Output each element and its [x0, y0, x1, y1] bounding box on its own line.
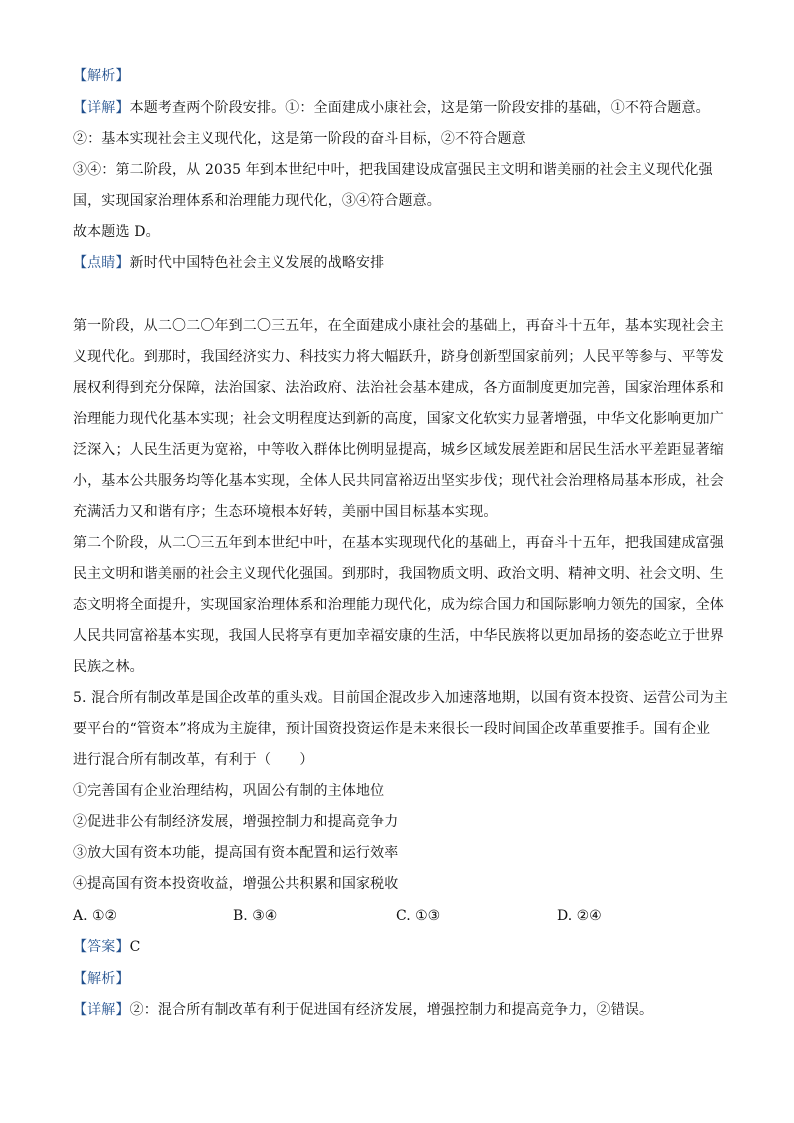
strategy-p2-line: 人民共同富裕基本实现，我国人民将享有更加幸福安康的生活，中华民族将以更加昂扬的姿态屹立于世界 [73, 628, 724, 644]
detail-line-2: ②：基本实现社会主义现代化，这是第一阶段的奋斗目标，②不符合题意 [73, 131, 526, 147]
question-stem-line: 5. 混合所有制改革是国企改革的重头戏。目前国企混改步入加速落地期，以国有资本投资、运营公司为主 [73, 690, 729, 706]
strategy-p1-line: 泛深入；人民生活更为宽裕，中等收入群体比例明显提高，城乡区域发展差距和居民生活水平差距显著缩 [73, 442, 724, 458]
detail-line-3: ③④：第二阶段，从 2035 年到本世纪中叶，把我国建设成富强民主文明和谐美丽的社会主义现代化强 [73, 162, 713, 178]
statement-item: ②促进非公有制经济发展，增强控制力和提高竞争力 [73, 814, 399, 830]
question-stem-line: 进行混合所有制改革，有利于（ ） [73, 752, 314, 768]
question-stem-line: 要平台的“管资本”将成为主旋律，预计国资投资运作是未来很长一段时间国企改革重要推手。国有企业 [73, 721, 711, 737]
point-tag: 【点睛】 [73, 255, 130, 271]
answer-tag: 【答案】 [73, 939, 130, 955]
detail-line-4: 国，实现国家治理体系和治理能力现代化，③④符合题意。 [73, 193, 441, 209]
detail-line-1 [73, 98, 722, 118]
strategy-p2-line: 态文明将全面提升，实现国家治理体系和治理能力现代化，成为综合国力和国际影响力领先的国家，全体 [73, 597, 724, 613]
statement-item: ①完善国有企业治理结构，巩固公有制的主体地位 [73, 783, 385, 799]
option-a: A. ①② [73, 908, 118, 924]
strategy-p1-line: 小，基本公共服务均等化基本实现，全体人民共同富裕迈出坚实步伐；现代社会治理格局基本形成，社会 [73, 473, 724, 489]
detail-text-q5: ②：混合所有制改革有利于促进国有经济发展，增强控制力和提高竞争力，②错误。 [129, 1002, 654, 1018]
option-c: C. ①③ [396, 908, 441, 924]
detail-text: 本题考查两个阶段安排。①：全面建成小康社会，这是第一阶段安排的基础，①不符合题意。 [129, 100, 710, 116]
strategy-p2-line: 民主文明和谐美丽的社会主义现代化强国。到那时，我国物质文明、政治文明、精神文明、社会文明、生 [73, 566, 724, 582]
strategy-p1-line: 义现代化。到那时，我国经济实力、科技实力将大幅跃升，跻身创新型国家前列；人民平等参与、平等发 [73, 349, 724, 365]
conclusion-line: 故本题选 D。 [73, 224, 160, 240]
option-d: D. ②④ [557, 908, 602, 924]
strategy-p1-line: 第一阶段，从二〇二〇年到二〇三五年，在全面建成小康社会的基础上，再奋斗十五年，基本实现社会主 [73, 318, 724, 334]
answer-line [73, 937, 722, 957]
detail-tag-q5: 【详解】 [73, 1002, 130, 1018]
detail-tag: 【详解】 [73, 100, 130, 116]
point-text: 新时代中国特色社会主义发展的战略安排 [129, 255, 385, 271]
statement-item: ④提高国有资本投资收益，增强公共积累和国家税收 [73, 876, 399, 892]
analysis-heading-q5: 【解析】 [73, 971, 130, 987]
detail-line-q5 [73, 1000, 722, 1020]
option-b: B. ③④ [233, 908, 278, 924]
strategy-p1-line: 治理能力现代化基本实现；社会文明程度达到新的高度，国家文化软实力显著增强，中华文化影响更加广 [73, 411, 724, 427]
strategy-p1-line: 充满活力又和谐有序；生态环境根本好转，美丽中国目标基本实现。 [73, 504, 498, 520]
strategy-p1-line: 展权利得到充分保障，法治国家、法治政府、法治社会基本建成，各方面制度更加完善，国家治理体系和 [73, 380, 724, 396]
strategy-p2-line: 第二个阶段，从二〇三五年到本世纪中叶，在基本实现现代化的基础上，再奋斗十五年，把我国建成富强 [73, 535, 724, 551]
statement-item: ③放大国有资本功能，提高国有资本配置和运行效率 [73, 845, 399, 861]
answer-value: C [129, 939, 141, 955]
analysis-heading: 【解析】 [73, 68, 130, 84]
point-line [73, 253, 722, 273]
strategy-p2-line: 民族之林。 [73, 659, 144, 675]
